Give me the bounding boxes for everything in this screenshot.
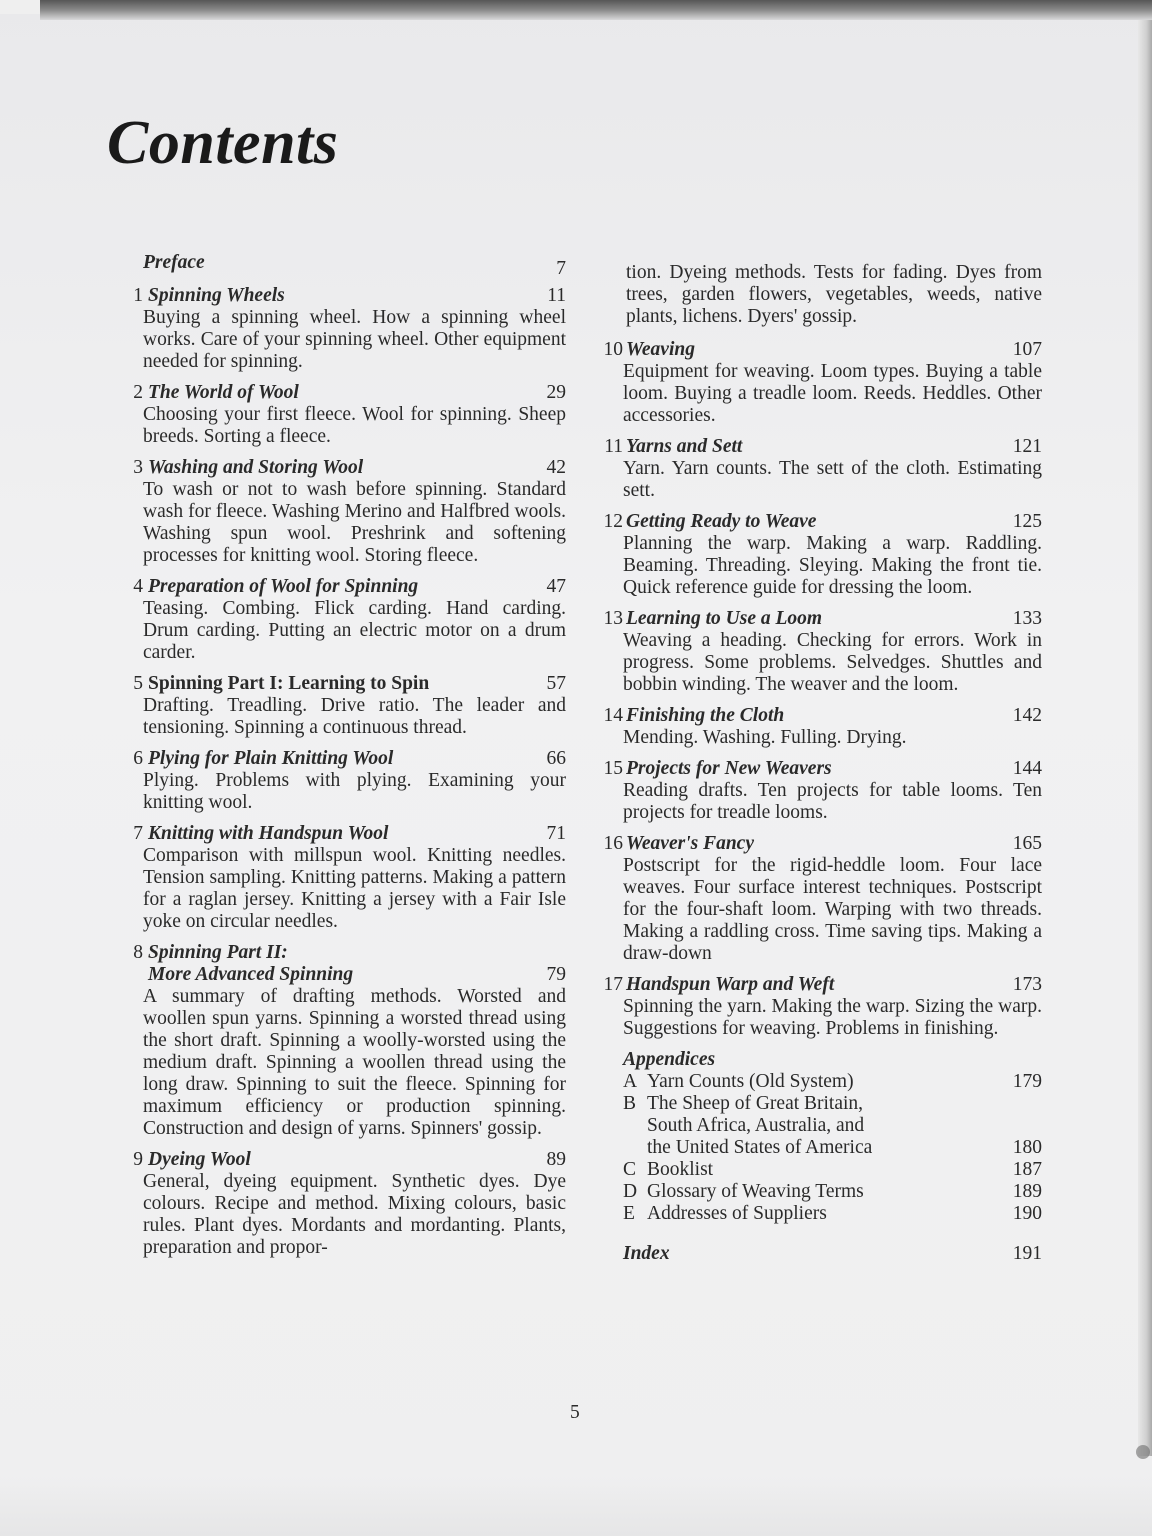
toc-entry — [590, 974, 1042, 1040]
toc-entry-page: 133 — [1012, 608, 1042, 629]
toc-entry-title: Weaving — [626, 339, 695, 360]
toc-entry — [590, 758, 1042, 824]
page-title: Contents — [107, 109, 339, 177]
toc-entry-description: To wash or not to wash before spinning. Standard wash for fleece. Washing Merino and Halfbred wools. Washing spun wool. Preshrink and softening processes for knitting wool. Storing fleece. — [143, 479, 566, 566]
toc-entry-page: 125 — [1012, 511, 1042, 532]
index-page: 191 — [1012, 1243, 1042, 1264]
toc-entry-page: 121 — [1012, 436, 1042, 457]
toc-entry — [116, 748, 566, 814]
toc-entry-page: 57 — [546, 673, 566, 694]
toc-entry-page: 79 — [546, 964, 566, 985]
toc-entry-description: Buying a spinning wheel. How a spinning wheel works. Care of your spinning wheel. Other equipment needed for spinning. — [143, 307, 566, 372]
appendix-label-line: the United States of America — [647, 1137, 873, 1158]
page-right-edge — [1138, 20, 1152, 1456]
appendix-letter: A — [623, 1071, 638, 1092]
toc-entry-title: Getting Ready to Weave — [626, 511, 817, 532]
appendix-page: 190 — [1012, 1203, 1042, 1224]
toc-entry — [116, 673, 566, 739]
toc-entry-title: Plying for Plain Knitting Wool — [148, 748, 394, 769]
toc-entry — [116, 942, 566, 1140]
toc-entry-page: 144 — [1012, 758, 1042, 779]
toc-entry-title: Knitting with Handspun Wool — [148, 823, 389, 844]
appendix-item — [623, 1093, 1042, 1159]
toc-entry-description: Postscript for the rigid-heddle loom. Four lace weaves. Four surface interest techniques. Postscript for the four-shaft loom. Warping with two threads. Making a raddling cross. Time saving tips. Making a draw-down — [623, 855, 1042, 964]
toc-entry-description: Planning the warp. Making a warp. Raddling. Beaming. Threading. Sleying. Making the front tie. Quick reference guide for dressing the loom. — [623, 533, 1042, 598]
toc-entry-page: 42 — [546, 457, 566, 478]
toc-entry-title: Preparation of Wool for Spinning — [148, 576, 419, 597]
appendix-label: Yarn Counts (Old System) — [647, 1071, 854, 1092]
toc-entry — [116, 457, 566, 567]
toc-left-column — [116, 252, 566, 1268]
toc-entry-number: 6 — [133, 748, 143, 769]
appendix-page: 179 — [1012, 1071, 1042, 1092]
appendix-page: 189 — [1012, 1181, 1042, 1202]
toc-entry-page: 29 — [546, 382, 566, 403]
appendices-heading: Appendices — [623, 1049, 716, 1070]
toc-entry-title: Washing and Storing Wool — [148, 457, 364, 478]
toc-entry — [116, 823, 566, 933]
toc-entry-number: 12 — [603, 511, 623, 532]
appendix-item — [623, 1181, 1042, 1203]
appendix-letter: D — [623, 1181, 638, 1202]
toc-entry-description: Weaving a heading. Checking for errors. Work in progress. Some problems. Selvedges. Shuttles and bobbin winding. The weaver and the loom. — [623, 630, 1042, 695]
page-corner-mark — [1136, 1445, 1150, 1459]
toc-entry-number: 11 — [604, 436, 623, 457]
toc-entry-title: Preface — [143, 252, 205, 273]
toc-entry-description: Plying. Problems with plying. Examining your knitting wool. — [143, 770, 566, 813]
toc-entry-page: 71 — [546, 823, 566, 844]
appendix-page: 187 — [1012, 1159, 1042, 1180]
toc-entry — [590, 608, 1042, 696]
toc-entry — [116, 285, 566, 373]
appendix-label: Booklist — [647, 1159, 714, 1180]
toc-entry-description: Reading drafts. Ten projects for table looms. Ten projects for treadle looms. — [623, 780, 1042, 823]
page-top-edge — [40, 0, 1152, 20]
toc-entry — [116, 1149, 566, 1259]
toc-entry-title: Weaver's Fancy — [626, 833, 754, 854]
appendix-page: 180 — [1012, 1137, 1042, 1158]
toc-entry-number: 13 — [603, 608, 623, 629]
appendix-letter: E — [623, 1203, 635, 1224]
toc-entry-number: 5 — [133, 673, 143, 694]
page-number: 5 — [570, 1402, 580, 1423]
toc-entry-number: 9 — [133, 1149, 143, 1170]
toc-description-continuation: tion. Dyeing methods. Tests for fading. Dyes from trees, garden flowers, vegetables, weeds, native plants, lichens. Dyers' gossip. — [626, 262, 1042, 327]
toc-entry-description: General, dyeing equipment. Synthetic dyes. Dye colours. Recipe and method. Mixing colours, basic rules. Plant dyes. Mordants and mordanting. Plants, preparation and propor- — [143, 1171, 566, 1258]
toc-entry-title: Dyeing Wool — [148, 1149, 251, 1170]
toc-entry-page: 165 — [1012, 833, 1042, 854]
appendix-letter: B — [623, 1093, 637, 1114]
appendix-label: Glossary of Weaving Terms — [647, 1181, 864, 1202]
toc-entry-description: Mending. Washing. Fulling. Drying. — [623, 727, 907, 748]
toc-entry — [590, 833, 1042, 965]
toc-entry-description: Choosing your first fleece. Wool for spinning. Sheep breeds. Sorting a fleece. — [143, 404, 566, 447]
toc-entry-number: 3 — [133, 457, 143, 478]
toc-entry — [590, 339, 1042, 427]
toc-entry — [590, 511, 1042, 599]
toc-entry-page: 7 — [556, 258, 566, 279]
toc-entry-number: 10 — [603, 339, 623, 360]
toc-right-column — [590, 262, 1042, 1265]
toc-entry-description: Teasing. Combing. Flick carding. Hand carding. Drum carding. Putting an electric motor on a drum carder. — [143, 598, 566, 663]
toc-entry-title: Finishing the Cloth — [626, 705, 785, 726]
toc-entry-title: Yarns and Sett — [626, 436, 743, 457]
page-top-edge-left — [0, 0, 40, 14]
toc-entry-title: Spinning Part II: — [148, 942, 288, 963]
toc-entry-description: Comparison with millspun wool. Knitting needles. Tension sampling. Knitting patterns. Making a pattern for a raglan jersey. Knitting a jersey with a Fair Isle yoke on circular needles. — [143, 845, 566, 932]
toc-entry — [590, 705, 1042, 749]
toc-entry-page: 47 — [546, 576, 566, 597]
toc-entry-page: 66 — [546, 748, 566, 769]
toc-entry-number: 7 — [133, 823, 143, 844]
appendix-letter: C — [623, 1159, 637, 1180]
toc-entry — [590, 436, 1042, 502]
toc-entry-number: 2 — [133, 382, 143, 403]
toc-entry-number: 17 — [603, 974, 623, 995]
toc-entry-title-continued: More Advanced Spinning — [148, 964, 354, 985]
appendix-label — [647, 1093, 1013, 1159]
toc-entry-description: A summary of drafting methods. Worsted and woollen spun yarns. Spinning a worsted thread using the short draft. Spinning a woolly-worsted using the medium draft. Spinning a woollen thread using the long draw. Spinning to suit the fleece. Spinning for maximum efficiency or production spinning. Construction and design of yarns. Spinners' gossip. — [143, 986, 566, 1139]
toc-entry-index — [623, 1243, 1042, 1265]
toc-entry-title: Spinning Wheels — [148, 285, 285, 306]
toc-entry-description: Drafting. Treadling. Drive ratio. The leader and tensioning. Spinning a continuous thread. — [143, 695, 566, 738]
appendix-label: Addresses of Suppliers — [647, 1203, 827, 1224]
toc-entry-description: Spinning the yarn. Making the warp. Sizing the warp. Suggestions for weaving. Problems in finishing. — [623, 996, 1042, 1039]
toc-entry-preface — [116, 252, 566, 279]
toc-entry-number: 16 — [603, 833, 623, 854]
page-bottom-edge — [0, 1476, 1152, 1536]
toc-entry-title: The World of Wool — [148, 382, 299, 403]
toc-entry-page: 142 — [1012, 705, 1042, 726]
appendix-item — [623, 1159, 1042, 1181]
toc-entry-number: 8 — [133, 942, 143, 963]
toc-entry-number: 15 — [603, 758, 623, 779]
toc-entry-title: Projects for New Weavers — [626, 758, 832, 779]
toc-entry — [116, 382, 566, 448]
toc-entry-title: Learning to Use a Loom — [626, 608, 823, 629]
index-title: Index — [623, 1243, 670, 1264]
toc-entry-description: Equipment for weaving. Loom types. Buying a table loom. Buying a treadle loom. Reeds. Heddles. Other accessories. — [623, 361, 1042, 426]
toc-entry-number: 4 — [133, 576, 143, 597]
toc-entry-page: 89 — [546, 1149, 566, 1170]
appendix-label-line: South Africa, Australia, and — [647, 1115, 865, 1136]
toc-entry-page: 11 — [547, 285, 566, 306]
appendix-item — [623, 1071, 1042, 1093]
toc-entry-number: 14 — [603, 705, 623, 726]
toc-entry-number: 1 — [133, 285, 143, 306]
appendix-label-line: The Sheep of Great Britain, — [647, 1093, 864, 1114]
toc-entry-page: 173 — [1012, 974, 1042, 995]
toc-entry-title: Handspun Warp and Weft — [626, 974, 835, 995]
toc-entry-title: Spinning Part I: Learning to Spin — [148, 673, 430, 694]
toc-entry — [116, 576, 566, 664]
toc-entry-description: Yarn. Yarn counts. The sett of the cloth. Estimating sett. — [623, 458, 1042, 501]
appendix-item — [623, 1203, 1042, 1225]
toc-entry-page: 107 — [1012, 339, 1042, 360]
